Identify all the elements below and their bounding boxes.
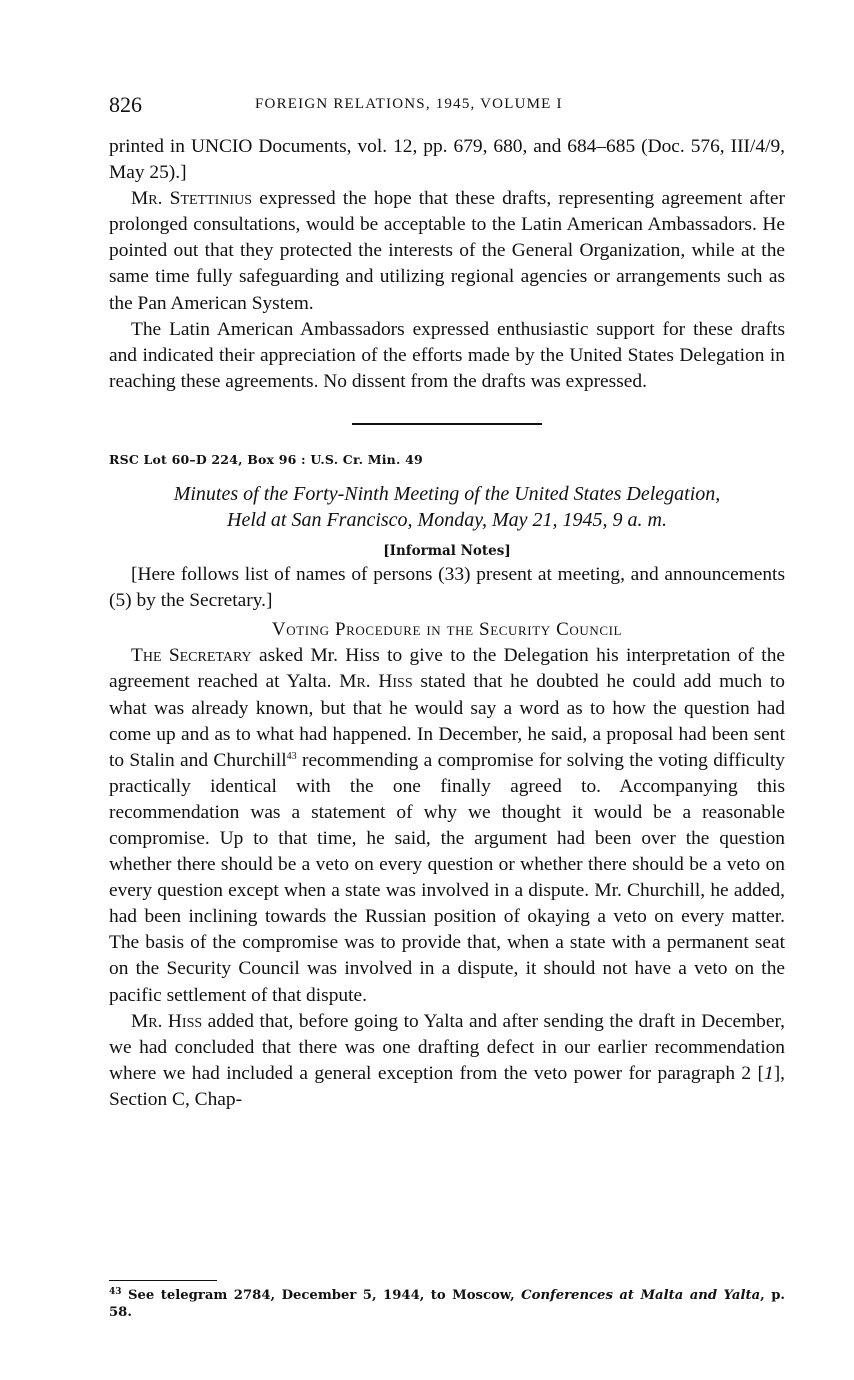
speaker-name: Mr. Hiss [339, 671, 413, 693]
continued-paragraph: printed in UNCIO Documents, vol. 12, pp. 679, 680, and 684–685 (Doc. 576, III/4/9, May 25).] [109, 136, 785, 184]
stettinius-paragraph: Mr. Stettinius expressed the hope that these drafts, representing agreement after prolonged consultations, would be acceptable to the Latin American Ambassadors. He pointed out that they protected the interests of the General Organization, while at the same time fully safeguarding and utilizing regional agencies or arrangements such as the Pan American System. [109, 188, 785, 314]
section-heading: Voting Procedure in the Security Council [271, 619, 623, 641]
page-number: 826 [109, 92, 142, 117]
hiss-paragraph: Mr. Hiss added that, before going to Yalta and after sending the draft in December, we had concluded that there was one drafting defect in our earlier recommendation where we had included a general exception from the veto power for paragraph 2 [1], Section C, Chap- [109, 1010, 785, 1110]
speaker-name: Mr. Stettinius [131, 188, 252, 210]
footnote-number: 43 [109, 1287, 122, 1297]
footnote-reference[interactable]: 43 [286, 750, 297, 762]
footnote-rule [109, 1280, 217, 1281]
section-divider [352, 423, 542, 425]
document-title: Minutes of the Forty-Ninth Meeting of the United States Delegation, Held at San Francisco, Monday, May 21, 1945, 9 a. m. [173, 483, 721, 532]
secretary-paragraph: The Secretary asked Mr. Hiss to give to the Delegation his interpretation of the agreement reached at Yalta. Mr. Hiss stated that he doubted he could add much to what was already known, but that he would say a word as to how the question had come up and as to what had happened. In December, he said, a proposal had been sent to Stalin and Churchill$^{43}$ recommending a compromise for solving the voting difficulty practically identical with the one finally agreed to. Accompanying this recommendation was a statement of why we thought it would be a reasonable compromise. Up to that time, he said, the argument had been over the question whether there should be a veto on every question or whether there should be a veto on every question except when a state was involved in a dispute. Mr. Churchill, he added, had been inclining towards the Russian position of okaying a veto on every matter. The basis of the compromise was to provide that, when a state with a permanent seat on the Security Council was involved in a dispute, it should not have a veto on the pacific settlement of that dispute. [109, 645, 785, 1006]
intro-paragraph: [Here follows list of names of persons (33) present at meeting, and announcements (5) by the Secretary.] [109, 564, 785, 612]
speaker-name: The Secretary [131, 645, 252, 667]
document-subtitle: [Informal Notes] [383, 543, 511, 560]
running-head [109, 92, 785, 118]
speaker-name: Mr. Hiss [131, 1010, 203, 1032]
body-text [109, 134, 785, 1113]
source-citation: RSC Lot 60–D 224, Box 96 : U.S. Cr. Min. 49 [109, 451, 423, 467]
ambassadors-paragraph: The Latin American Ambassadors expressed enthusiastic support for these drafts and indicated their appreciation of the efforts made by the United States Delegation in reaching these agreements. No dissent from the drafts was expressed. [109, 318, 785, 392]
running-head-title: FOREIGN RELATIONS, 1945, VOLUME I [255, 96, 563, 112]
footnote: $^{43}$ See telegram 2784, December 5, 1944, to Moscow, Conferences at Malta and Yalta, p. 58. [109, 1287, 786, 1320]
